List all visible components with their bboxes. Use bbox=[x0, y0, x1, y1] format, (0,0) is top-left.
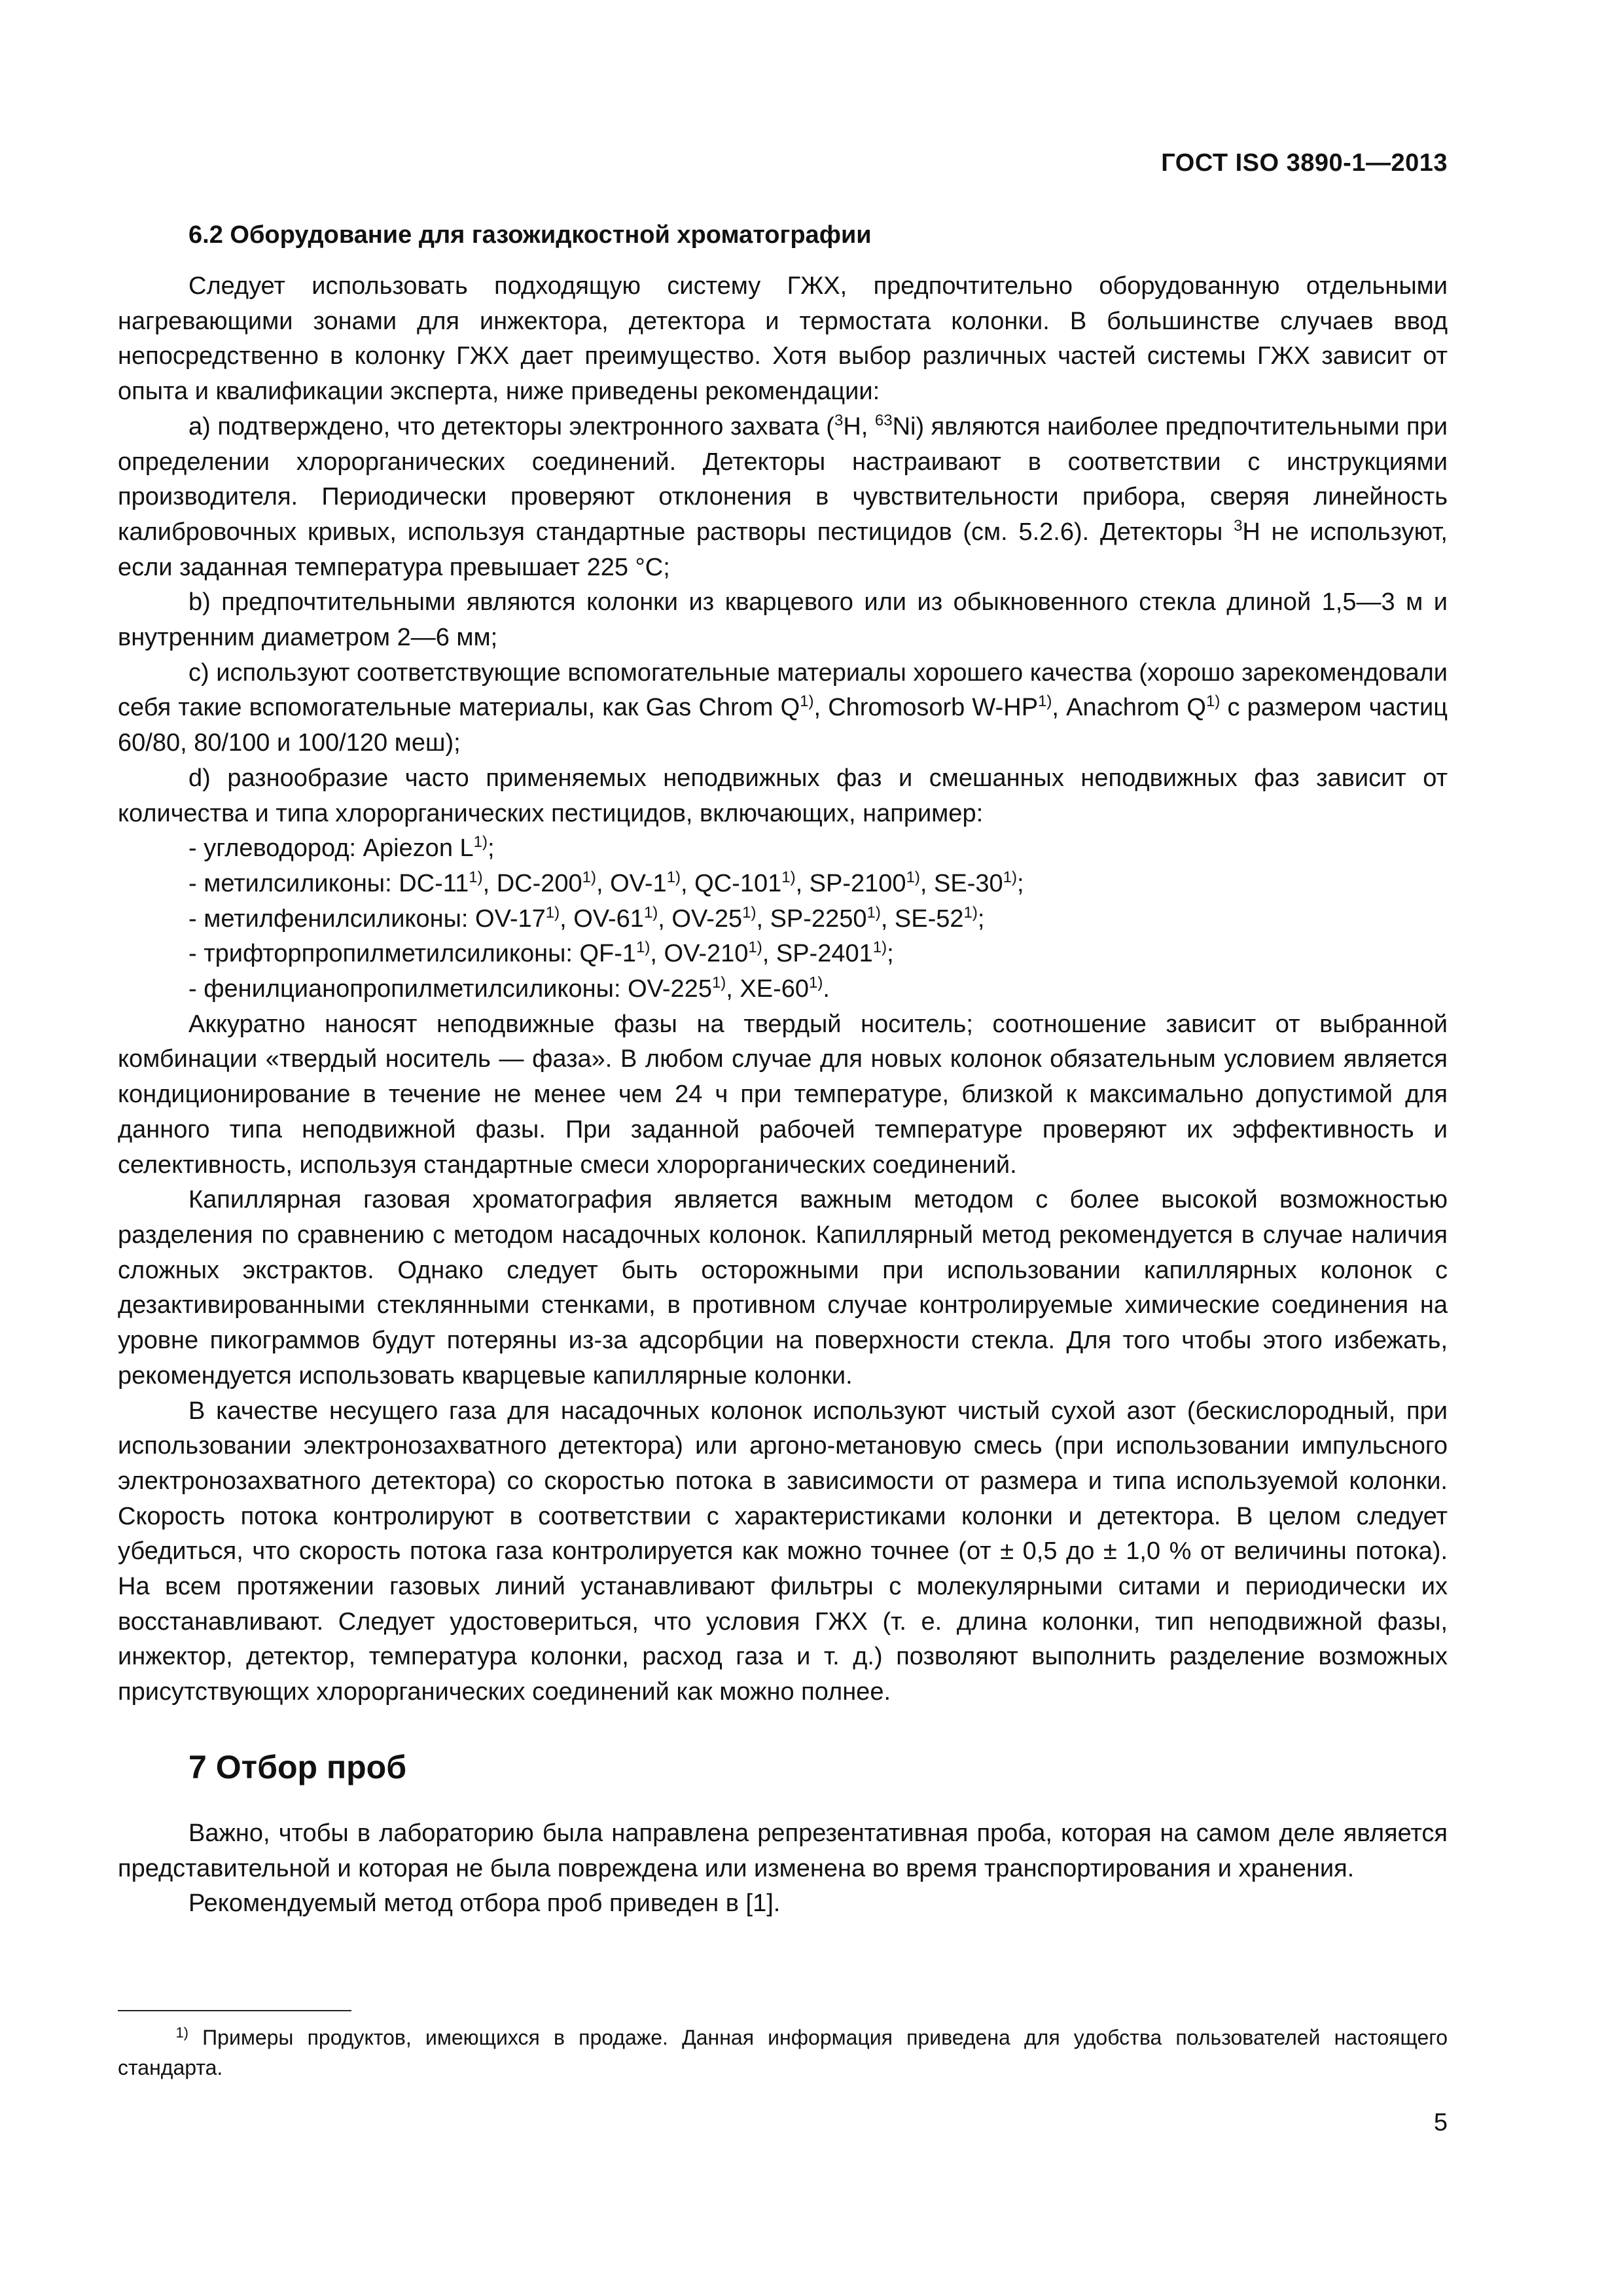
footnote-text: Примеры продуктов, имеющихся в продаже. Данная информация приведена для удобства пользователей настоящего стандарта. bbox=[118, 2026, 1448, 2079]
page-number: 5 bbox=[1433, 2109, 1448, 2136]
carrier-gas-paragraph: В качестве несущего газа для насадочных колонок используют чистый сухой азот (бескислородный, при использовании электронозахватного детектора) или аргоно-метановую смесь (при использовании импульсного электронозахватного детектора) со скоростью потока в зависимости от размера и типа используемой колонки. Скорость потока контролируют в соответствии с характеристиками колонки и детектора. В целом следует убедиться, что скорость потока газа контролируется как можно точнее (от ± 0,5 до ± 1,0 % от величины потока). На всем протяжении газовых линий устанавливают фильтры с молекулярными ситами и периодически их восстанавливают. Следует удостовериться, что условия ГЖХ (т. е. длина колонки, тип неподвижной фазы, инжектор, детектор, температура колонки, расход газа и т. д.) позволяют выполнить разделение возможных присутствующих хлорорганических соединений как можно полнее. bbox=[118, 1397, 1448, 1706]
footnote-mark-wrap bbox=[118, 2022, 188, 2053]
item-c-paragraph: с) используют соответствующие вспомогательные материалы хорошего качества (хорошо зарекомендовали себя такие вспомогательные материалы, как Gas Chrom $Q^{1)}$, Chromosorb W-HP$^{1)}$, Anachrom $Q^{1)}$ с размером частиц 60/80, 80/100 и 100/120 меш); bbox=[118, 658, 1448, 757]
item-b-paragraph: b) предпочтительными являются колонки из кварцевого или из обыкновенного стекла длиной 1,5—3 м и внутренним диаметром 2—6 мм; bbox=[118, 588, 1448, 652]
phase-list-item-trifluoropropylmethylsilicones: - трифторпропилметилсиликоны: QF-1$^{1)}$, OV-210$^{1)}$, SP-2401$^{1)}$; bbox=[188, 939, 894, 968]
phase-list-item-methylsilicones: - метилсиликоны: DC-11$^{1)}$, DC-200$^{1)}$, OV-1$^{1)}$, QC-101$^{1)}$, SP-2100$^{1)}$, SE-30$^{1)}$; bbox=[188, 868, 1024, 897]
phase-list-item-phenylcyanopropylmethylsilicones: - фенилцианопропилметилсиликоны: OV-225$^{1)}$, XE-60$^{1)}$. bbox=[188, 974, 830, 1003]
item-a-paragraph: а) подтверждено, что детекторы электронного захвата ($^3$H, $^{63}$Ni) являются наиболее предпочтительными при определении хлорорганических соединений. Детекторы настраивают в соответствии с инструкциями производителя. Периодически проверяют отклонения в чувствительности прибора, сверяя линейность калибровочных кривых, используя стандартные растворы пестицидов (см. 5.2.6). Детекторы $^3$H не используют, если заданная температура превышает 225 °С; bbox=[118, 411, 1448, 581]
item-d-paragraph: d) разнообразие часто применяемых неподвижных фаз и смешанных неподвижных фаз зависит от количества и типа хлорорганических пестицидов, включающих, например: bbox=[118, 764, 1448, 827]
standard-code-header: ГОСТ ISO 3890-1—2013 bbox=[1161, 149, 1448, 177]
section-7-heading: 7 Отбор проб bbox=[188, 1748, 407, 1785]
capillary-chromatography-paragraph: Капиллярная газовая хроматография является важным методом с более высокой возможностью разделения по сравнению с методом насадочных колонок. Капиллярный метод рекомендуется в случае наличия сложных экстрактов. Однако следует быть осторожными при использовании капиллярных колонок с дезактивированными стеклянными стенками, в противном случае контролируемые химические соединения на уровне пикограммов будут потеряны из-за адсорбции на поверхности стекла. Для того чтобы этого избежать, рекомендуется использовать кварцевые капиллярные колонки. bbox=[118, 1186, 1448, 1390]
footnote bbox=[118, 2022, 1448, 2083]
sampling-paragraph: Важно, чтобы в лабораторию была направлена репрезентативная проба, которая на самом деле является представительной и которая не была повреждена или изменена во время транспортирования и хранения. bbox=[118, 1819, 1448, 1882]
main-content bbox=[118, 221, 1448, 1922]
section-6-2-heading: 6.2 Оборудование для газожидкостной хроматографии bbox=[188, 221, 872, 249]
sampling-method-paragraph: Рекомендуемый метод отбора проб приведен в [1]. bbox=[188, 1890, 781, 1918]
footnote-divider bbox=[118, 2010, 351, 2011]
phase-list-item-hydrocarbon: - углеводород: Apiezon $L^{1)}$; bbox=[188, 833, 495, 863]
footnote-mark: 1) bbox=[175, 2024, 188, 2041]
section-6-2-intro-paragraph: Следует использовать подходящую систему ГЖХ, предпочтительно оборудованную отдельными нагревающими зонами для инжектора, детектора и термостата колонки. В большинстве случаев ввод непосредственно в колонку ГЖХ дает преимущество. Хотя выбор различных частей системы ГЖХ зависит от опыта и квалификации эксперта, ниже приведены рекомендации: bbox=[118, 272, 1448, 406]
stationary-phase-paragraph: Аккуратно наносят неподвижные фазы на твердый носитель; соотношение зависит от выбранной комбинации «твердый носитель — фаза». В любом случае для новых колонок обязательным условием является кондиционирование в течение не менее чем 24 ч при температуре, близкой к максимально допустимой для данного типа неподвижной фазы. При заданной рабочей температуре проверяют их эффективность и селективность, используя стандартные смеси хлорорганических соединений. bbox=[118, 1010, 1448, 1179]
phase-list-item-methylphenylsilicones: - метилфенилсиликоны: OV-17$^{1)}$, OV-61$^{1)}$, OV-25$^{1)}$, SP-2250$^{1)}$, SE-52$^{1)}$; bbox=[188, 903, 985, 933]
